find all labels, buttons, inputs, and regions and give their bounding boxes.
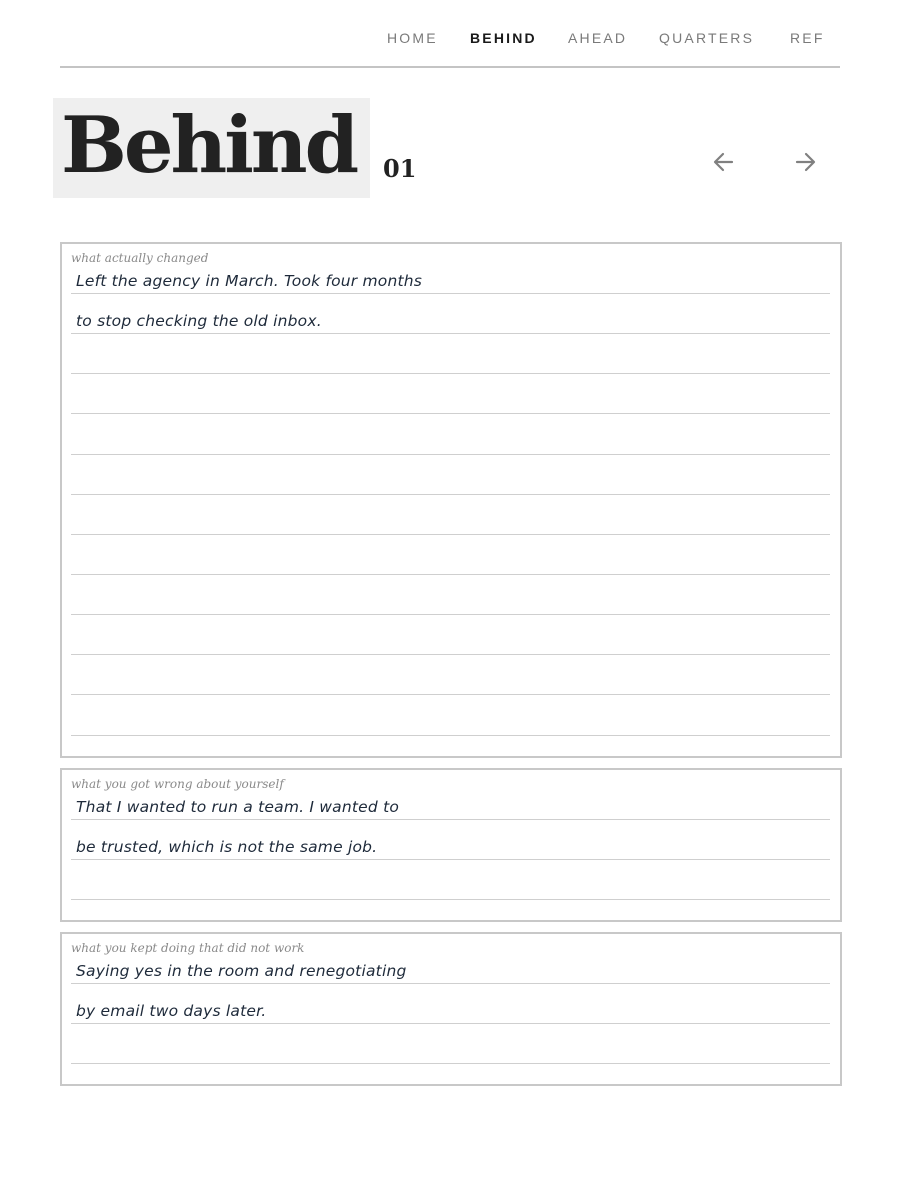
section-got-wrong — [60, 768, 842, 922]
writing-line[interactable] — [71, 654, 830, 655]
arrow-right-icon — [791, 148, 819, 176]
section-label: what you got wrong about yourself — [71, 777, 284, 791]
writing-line[interactable] — [71, 614, 830, 615]
entry-line[interactable]: to stop checking the old inbox. — [76, 312, 322, 330]
writing-line — [71, 1023, 830, 1024]
writing-line — [71, 859, 830, 860]
nav-quarters[interactable]: QUARTERS — [659, 30, 755, 46]
nav-home[interactable]: HOME — [387, 30, 438, 46]
writing-line[interactable] — [71, 534, 830, 535]
section-label: what you kept doing that did not work — [71, 941, 305, 955]
page-number: 01 — [383, 154, 417, 183]
arrow-left-icon — [710, 148, 738, 176]
nav-divider — [60, 66, 840, 68]
writing-line[interactable] — [71, 494, 830, 495]
writing-line[interactable] — [71, 373, 830, 374]
entry-line[interactable]: Left the agency in March. Took four months — [76, 272, 423, 290]
entry-line[interactable]: by email two days later. — [76, 1002, 267, 1020]
section-kept-doing — [60, 932, 842, 1086]
next-page-button[interactable] — [791, 148, 819, 176]
writing-line[interactable] — [71, 694, 830, 695]
prev-page-button[interactable] — [710, 148, 738, 176]
top-nav — [60, 30, 840, 50]
nav-ref[interactable]: REF — [790, 30, 825, 46]
writing-line[interactable] — [71, 735, 830, 736]
nav-ahead[interactable]: AHEAD — [568, 30, 628, 46]
writing-line[interactable] — [71, 454, 830, 455]
writing-line — [71, 333, 830, 334]
writing-line[interactable] — [71, 899, 830, 900]
writing-line — [71, 293, 830, 294]
section-label: what actually changed — [71, 251, 209, 265]
writing-line[interactable] — [71, 574, 830, 575]
entry-line[interactable]: Saying yes in the room and renegotiating — [76, 962, 407, 980]
entry-line[interactable]: be trusted, which is not the same job. — [76, 838, 378, 856]
section-what-changed — [60, 242, 842, 758]
writing-line[interactable] — [71, 413, 830, 414]
writing-line — [71, 983, 830, 984]
entry-line[interactable]: That I wanted to run a team. I wanted to — [76, 798, 400, 816]
nav-behind[interactable]: BEHIND — [470, 30, 537, 46]
writing-line[interactable] — [71, 1063, 830, 1064]
page-title: Behind — [61, 100, 357, 191]
writing-line — [71, 819, 830, 820]
